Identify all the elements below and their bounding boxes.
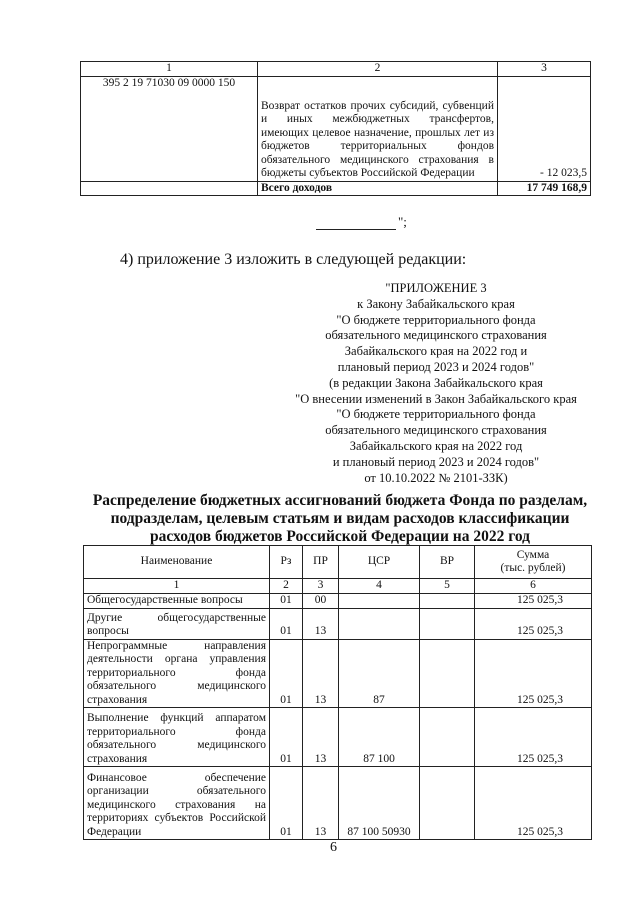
row-name: Непрограммные направления деятельности органа управления территориального фонда обязательного медицинского страхования xyxy=(84,639,270,708)
row-rz: 01 xyxy=(270,608,303,639)
header-pr: ПР xyxy=(303,546,339,579)
header-sum: Сумма (тыс. рублей) xyxy=(475,546,592,579)
row-rz: 01 xyxy=(270,708,303,767)
appendix-line: обязательного медицинского страхования xyxy=(325,423,547,438)
row-sum: 125 025,3 xyxy=(475,639,592,708)
revenue-description: Возврат остатков прочих субсидий, субвенций и иных межбюджетных трансфертов, имеющих целевое назначение, прошлых лет из бюджетов территориальных фондов обязательного медицинского страхования в бюджеты субъектов Российской Федерации xyxy=(258,76,498,181)
table-row xyxy=(84,608,592,639)
table-row xyxy=(81,76,591,181)
row-sum: 125 025,3 xyxy=(475,767,592,840)
total-label: Всего доходов xyxy=(258,181,498,196)
closing-quote-line xyxy=(316,214,407,230)
row-csr: 87 100 xyxy=(339,708,420,767)
row-pr: 13 xyxy=(303,708,339,767)
total-row xyxy=(81,181,591,196)
row-name: Выполнение функций аппаратом территориального фонда обязательного медицинского страхования xyxy=(84,708,270,767)
column-number: 5 xyxy=(420,579,475,594)
appendix-line: Забайкальского края на 2022 год и xyxy=(344,344,528,359)
revenue-amount: - 12 023,5 xyxy=(498,76,591,181)
total-amount: 17 749 168,9 xyxy=(498,181,591,196)
header-csr: ЦСР xyxy=(339,546,420,579)
appendix-line: "О бюджете территориального фонда xyxy=(336,312,536,327)
column-number: 4 xyxy=(339,579,420,594)
row-vr xyxy=(420,608,475,639)
row-name: Другие общегосударственные вопросы xyxy=(84,608,270,639)
column-number: 3 xyxy=(498,62,591,77)
revenue-table-continuation xyxy=(80,61,591,196)
row-pr: 00 xyxy=(303,593,339,608)
appendix-line: "ПРИЛОЖЕНИЕ 3 xyxy=(385,281,487,295)
column-numbers-row xyxy=(84,579,592,594)
appendix-line: и плановый период 2023 и 2024 годов" xyxy=(332,454,540,469)
row-rz: 01 xyxy=(270,767,303,840)
column-number: 3 xyxy=(303,579,339,594)
row-vr xyxy=(420,708,475,767)
row-vr xyxy=(420,639,475,708)
row-csr: 87 100 50930 xyxy=(339,767,420,840)
column-number: 2 xyxy=(258,62,498,77)
row-sum: 125 025,3 xyxy=(475,593,592,608)
row-vr xyxy=(420,593,475,608)
header-name: Наименование xyxy=(84,546,270,579)
column-number: 1 xyxy=(84,579,270,594)
row-rz: 01 xyxy=(270,593,303,608)
appendix-line: плановый период 2023 и 2024 годов" xyxy=(337,359,535,374)
row-pr: 13 xyxy=(303,608,339,639)
budget-allocation-table xyxy=(83,545,592,840)
appendix-line: "О внесении изменений в Закон Забайкальского края xyxy=(295,391,577,406)
row-sum: 125 025,3 xyxy=(475,608,592,639)
appendix-line: Забайкальского края на 2022 год xyxy=(349,438,523,453)
page-number: 6 xyxy=(330,840,337,855)
column-number: 6 xyxy=(475,579,592,594)
row-csr xyxy=(339,608,420,639)
amendment-paragraph: 4) приложение 3 изложить в следующей редакции: xyxy=(120,251,467,268)
row-name: Финансовое обеспечение организации обязательного медицинского страхования на территориях субъектов Российской Федерации xyxy=(84,767,270,840)
row-csr xyxy=(339,593,420,608)
appendix-line: к Закону Забайкальского края xyxy=(357,296,515,311)
appendix-line: "О бюджете территориального фонда xyxy=(336,407,536,422)
budget-code: 395 2 19 71030 09 0000 150 xyxy=(81,76,258,181)
appendix-line: (в редакции Закона Забайкальского края xyxy=(329,375,543,390)
table-header-row xyxy=(81,62,591,77)
header-rz: Рз xyxy=(270,546,303,579)
row-sum: 125 025,3 xyxy=(475,708,592,767)
row-pr: 13 xyxy=(303,639,339,708)
header-vr: ВР xyxy=(420,546,475,579)
table-row xyxy=(84,593,592,608)
underline xyxy=(316,217,396,230)
table-row xyxy=(84,767,592,840)
column-number: 2 xyxy=(270,579,303,594)
column-number: 1 xyxy=(81,62,258,77)
appendix-line: от 10.10.2022 № 2101-ЗЗК) xyxy=(364,470,508,485)
row-csr: 87 xyxy=(339,639,420,708)
row-name: Общегосударственные вопросы xyxy=(84,593,270,608)
table-row xyxy=(84,639,592,708)
table-header-row xyxy=(84,546,592,579)
document-title: Распределение бюджетных ассигнований бюджета Фонда по разделам, подразделам, целевым статьям и видам расходов классификации расходов бюджетов Российской Федерации на 2022 год xyxy=(92,492,588,545)
table-row xyxy=(84,708,592,767)
appendix-line: обязательного медицинского страхования xyxy=(325,328,547,343)
appendix-header xyxy=(290,281,582,486)
row-rz: 01 xyxy=(270,639,303,708)
closing-mark: "; xyxy=(398,214,407,229)
row-vr xyxy=(420,767,475,840)
row-pr: 13 xyxy=(303,767,339,840)
